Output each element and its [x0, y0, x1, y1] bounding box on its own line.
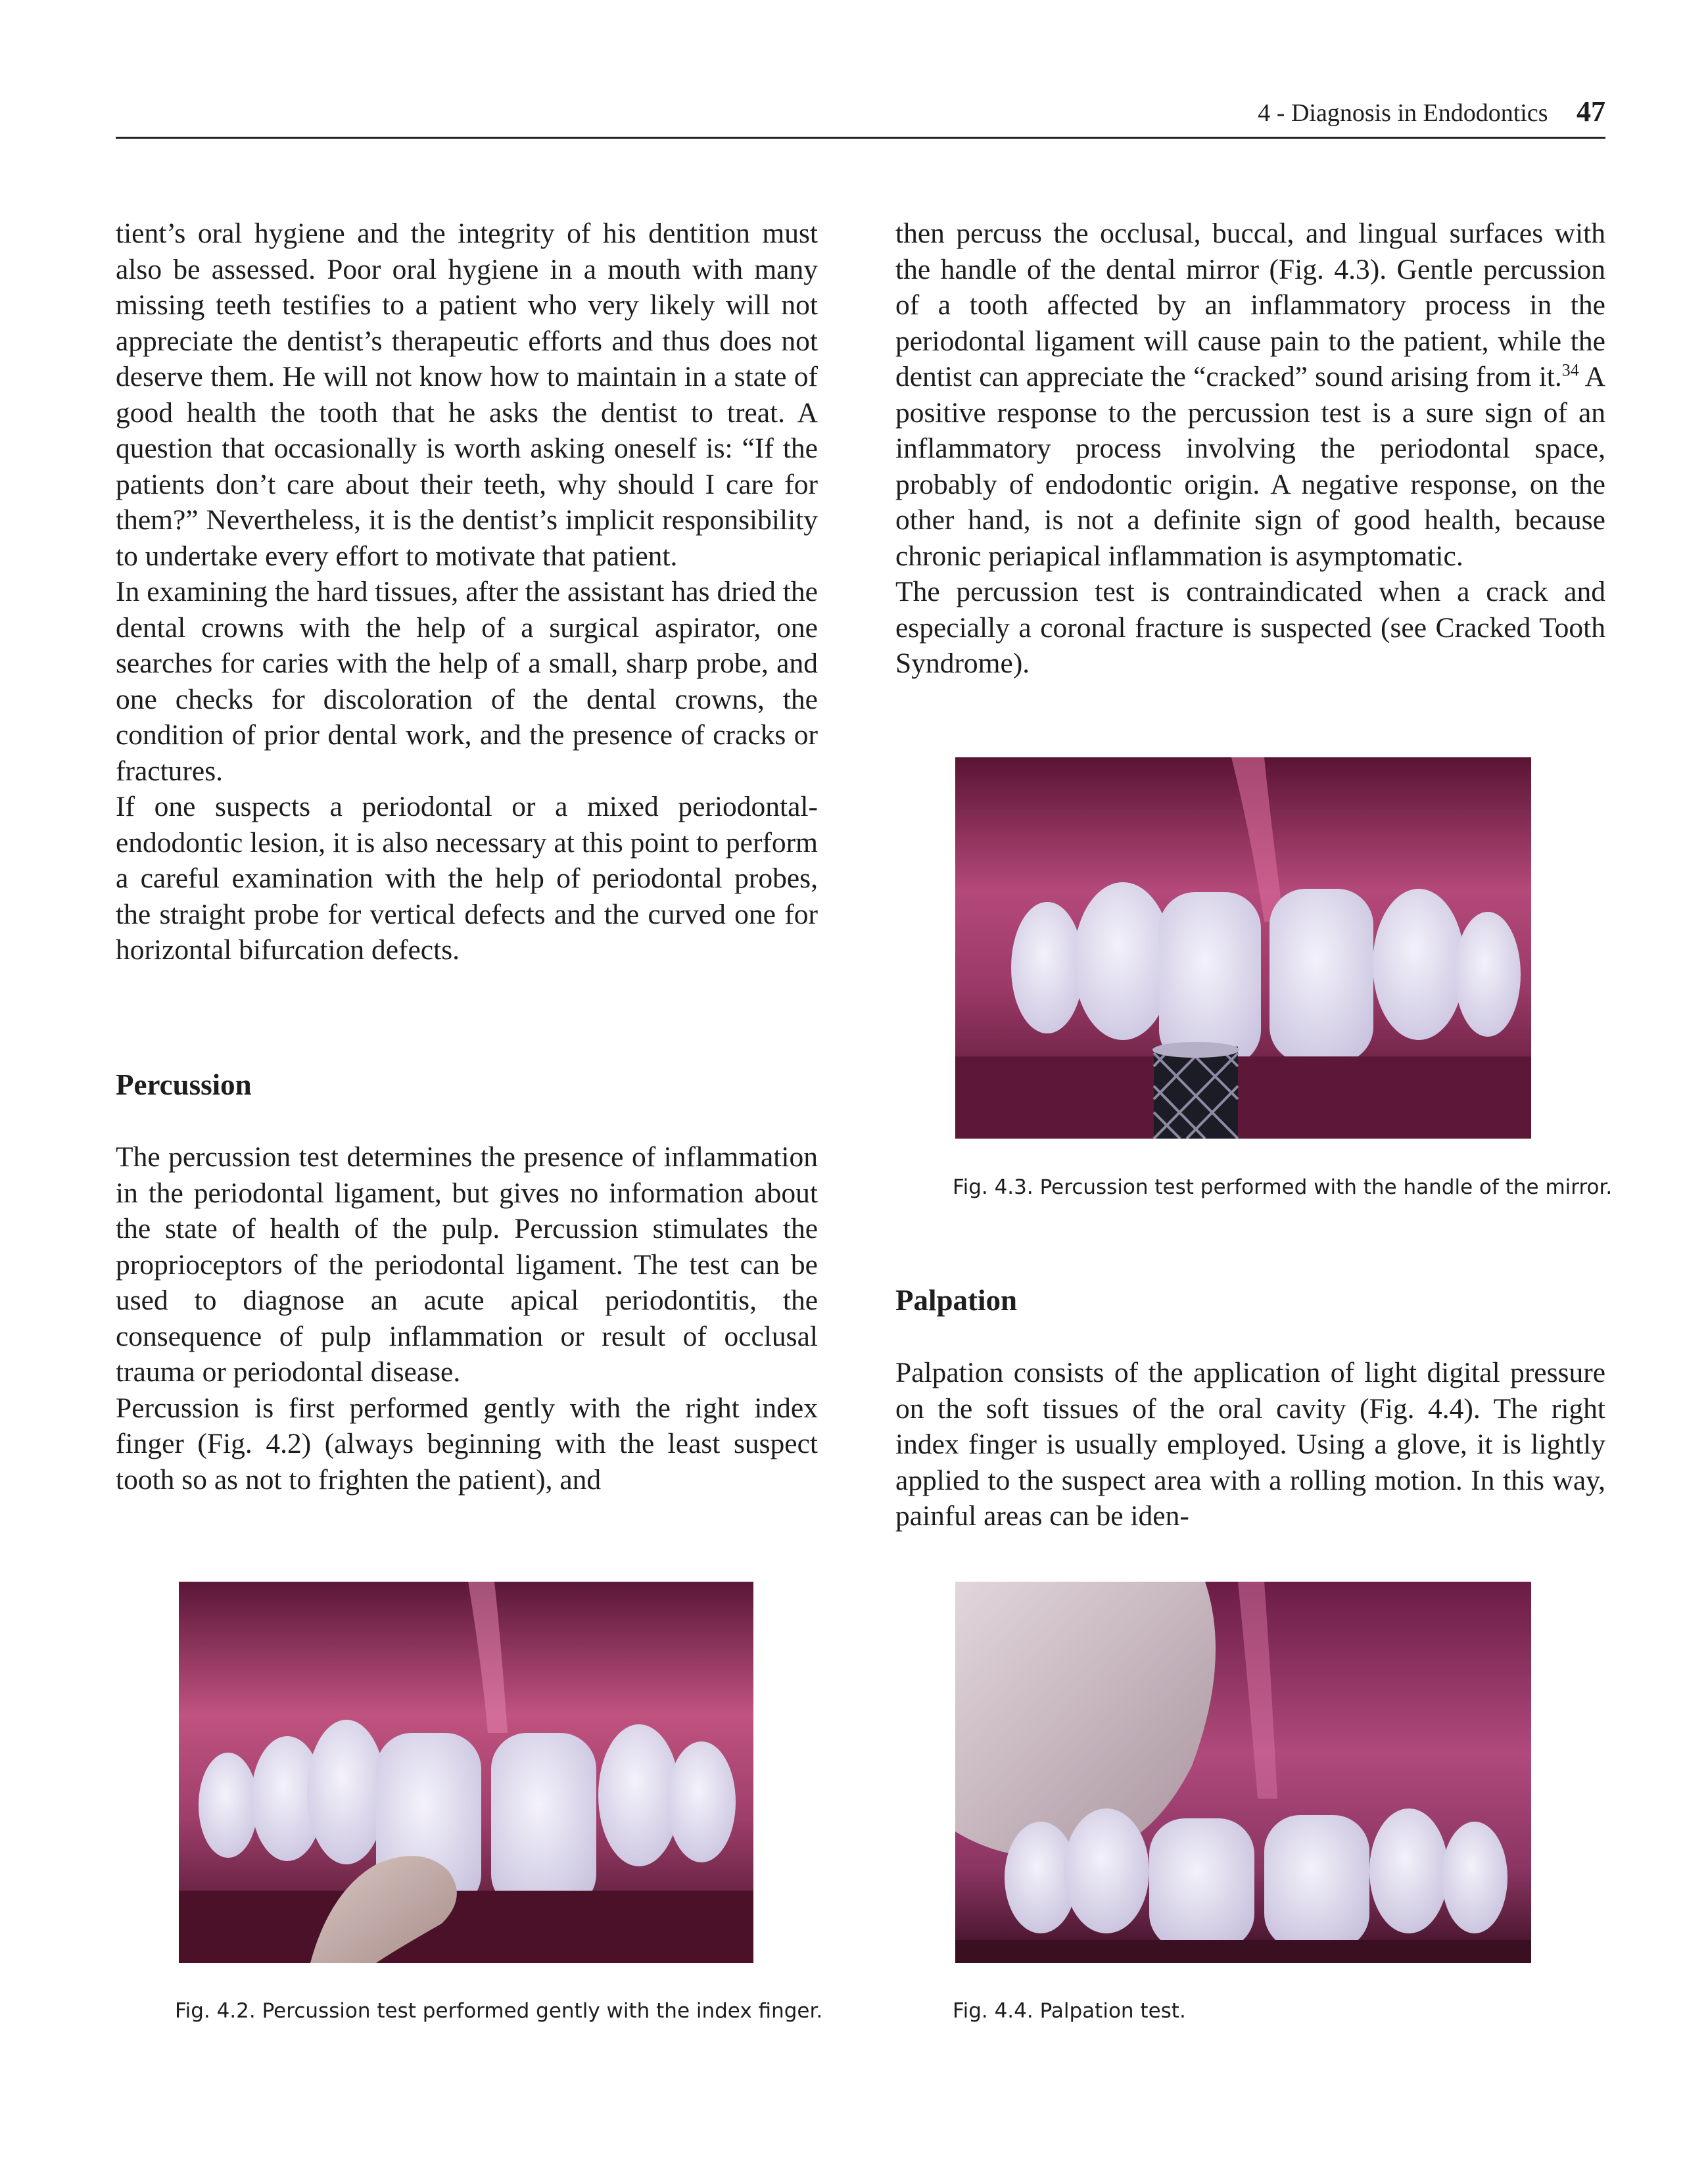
paragraph: The percussion test determines the presence of inflammation in the periodontal ligament, but gives no information about the state of health of the pulp. Percussion stimulates the proprioceptors of the periodontal ligament. The test can be used to diagnose an acute apical periodontitis, the consequence of pulp inflammation or result of occlusal trauma or periodontal disease. — [116, 1141, 818, 1388]
figure-caption-text: Percussion test performed gently with the index finger. — [262, 1999, 823, 2023]
chapter-title: 4 - Diagnosis in Endodontics — [1258, 99, 1548, 127]
figure-caption-text: Palpation test. — [1039, 1999, 1186, 2023]
paragraph: Percussion is first performed gently with the right index finger (Fig. 4.2) (always beginning with the least suspect tooth so as not to frighten the patient), and — [116, 1392, 818, 1496]
paragraph: In examining the hard tissues, after the assistant has dried the dental crowns with the help of a surgical aspirator, one searches for caries with the help of a small, sharp probe, and one checks for discoloration of the dental crowns, the condition of prior dental work, and the presence of cracks or fractures. — [116, 576, 818, 787]
paragraph: Palpation consists of the application of light digital pressure on the soft tissues of the oral cavity (Fig. 4.4). The right index finger is usually employed. Using a glove, it is lightly applied to the suspect area with a rolling motion. In this way, painful areas can be iden- — [895, 1357, 1605, 1532]
palpation-text — [895, 1355, 1605, 1534]
figure-4-2-caption — [175, 1999, 822, 2023]
paragraph: The percussion test is contraindicated when a crack and especially a coronal fracture is suspected (see Cracked Tooth Syndrome). — [895, 576, 1605, 679]
paragraph: tient’s oral hygiene and the integrity of his dentition must also be assessed. Poor oral hygiene in a mouth with many missing teeth testifies to a patient who very likely will not appreciate the dentist’s therapeutic efforts and thus does not deserve them. He will not know how to maintain in a state of good health the tooth that he asks the dentist to treat. A question that occasionally is worth asking oneself is: “If the patients don’t care about their teeth, why should I care for them?” Nevertheless, it is the dentist’s implicit responsibility to undertake every effort to motivate that patient. — [116, 218, 818, 572]
running-header — [116, 95, 1605, 139]
figure-4-3-caption — [953, 1175, 1612, 1199]
figure-label: Fig. 4.4. — [953, 1999, 1033, 2023]
palpation-heading: Palpation — [895, 1284, 1018, 1317]
figure-label: Fig. 4.3. — [953, 1175, 1033, 1199]
figure-label: Fig. 4.2. — [175, 1999, 256, 2023]
left-column-text — [116, 216, 818, 968]
figure-4-4-photo — [955, 1582, 1531, 1963]
figure-4-4-caption — [953, 1999, 1186, 2023]
right-column-text — [895, 216, 1605, 682]
figure-caption-text: Percussion test performed with the handle of the mirror. — [1039, 1175, 1613, 1199]
page-number: 47 — [1577, 95, 1605, 128]
reference-number: 34 — [1561, 360, 1579, 380]
figure-4-3-photo — [955, 757, 1531, 1139]
paragraph: then percuss the occlusal, buccal, and lingual surfaces with the handle of the dental mirror (Fig. 4.3). Gentle percussion of a tooth affected by an inflammatory process in the periodontal ligament will cause pain to the patient, while the dentist can appreciate the “cracked” sound arising from it.$^{34}$ A positive response to the percussion test is a sure sign of an inflammatory process involving the periodontal space, probably of endodontic origin. A negative response, on the other hand, is not a definite sign of good health, because chronic periapical inflammation is asymptomatic. — [895, 218, 1606, 572]
paragraph: If one suspects a periodontal or a mixed periodontal-endodontic lesion, it is also necessary at this point to perform a careful examination with the help of periodontal probes, the straight probe for vertical defects and the curved one for horizontal bifurcation defects. — [116, 791, 818, 966]
percussion-text — [116, 1139, 818, 1498]
figure-4-2-photo — [179, 1582, 753, 1963]
percussion-heading: Percussion — [116, 1068, 252, 1101]
